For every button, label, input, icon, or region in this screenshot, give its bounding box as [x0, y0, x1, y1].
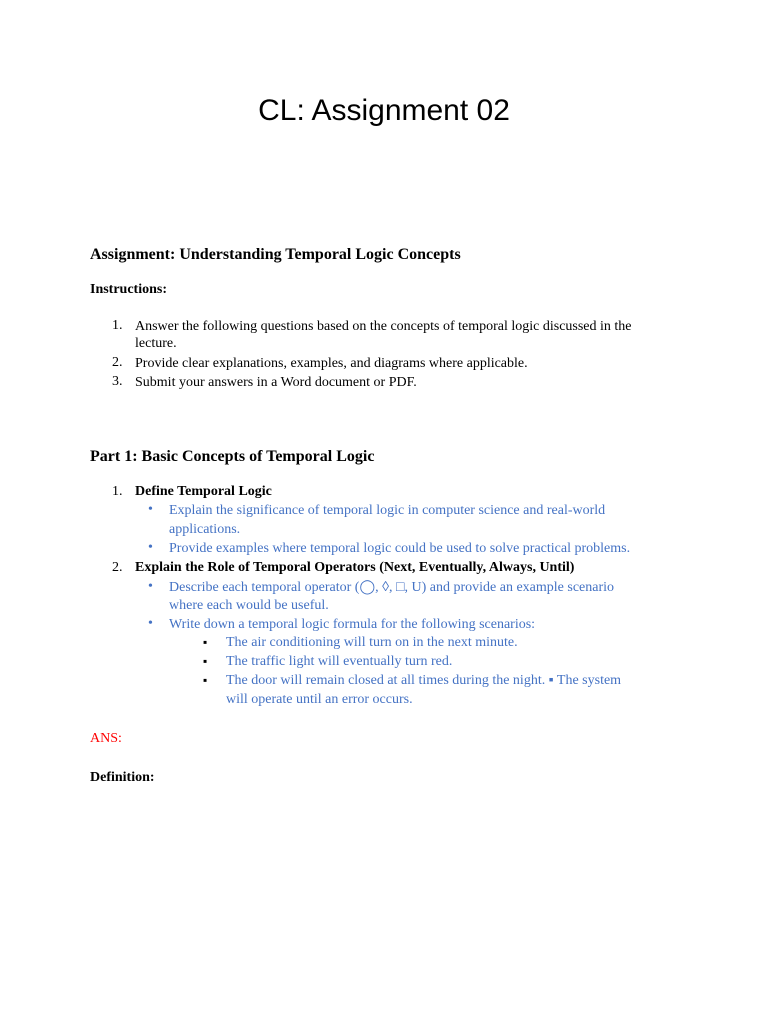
bullet-icon: •: [148, 616, 153, 631]
square-bullet-icon: ▪: [203, 654, 208, 668]
assignment-heading: Assignment: Understanding Temporal Logic Concepts: [90, 246, 461, 263]
bullet-text: Describe each temporal operator (◯, ◊, □, U) and provide an example scenario: [169, 580, 615, 595]
bullet-text-continuation: where each would be useful.: [169, 598, 329, 613]
list-item: Submit your answers in a Word document or PDF.: [135, 375, 417, 390]
scenario-text-continuation: will operate until an error occurs.: [226, 692, 413, 707]
square-bullet-icon: ▪: [203, 635, 208, 649]
scenario-text: The air conditioning will turn on in the next minute.: [226, 635, 518, 650]
question-title: Define Temporal Logic: [135, 484, 272, 499]
bullet-text: Write down a temporal logic formula for the following scenarios:: [169, 617, 536, 632]
list-item-continuation: lecture.: [135, 336, 177, 351]
scenario-text: The traffic light will eventually turn red.: [226, 654, 453, 669]
bullet-icon: •: [148, 579, 153, 594]
list-item: Provide clear explanations, examples, and diagrams where applicable.: [135, 356, 528, 371]
bullet-icon: •: [148, 540, 153, 555]
list-item-number: 1.: [112, 318, 123, 333]
instructions-label: Instructions:: [90, 282, 168, 297]
bullet-text: Explain the significance of temporal logic in computer science and real-world: [169, 503, 606, 518]
document-title: CL: Assignment 02: [258, 94, 510, 127]
definition-label: Definition:: [90, 770, 155, 785]
scenario-text: The door will remain closed at all times during the night. ▪ The system: [226, 673, 622, 688]
question-number: 2.: [112, 560, 123, 575]
list-item-number: 3.: [112, 374, 123, 389]
square-bullet-icon: ▪: [203, 673, 208, 687]
bullet-text: Provide examples where temporal logic could be used to solve practical problems.: [169, 541, 631, 556]
question-title: Explain the Role of Temporal Operators (Next, Eventually, Always, Until): [135, 560, 575, 575]
list-item: Answer the following questions based on the concepts of temporal logic discussed in the: [135, 319, 632, 334]
list-item-number: 2.: [112, 355, 123, 370]
part1-heading: Part 1: Basic Concepts of Temporal Logic: [90, 448, 375, 465]
bullet-icon: •: [148, 502, 153, 517]
bullet-text-continuation: applications.: [169, 522, 241, 537]
answer-label: ANS:: [90, 731, 122, 746]
question-number: 1.: [112, 484, 123, 499]
